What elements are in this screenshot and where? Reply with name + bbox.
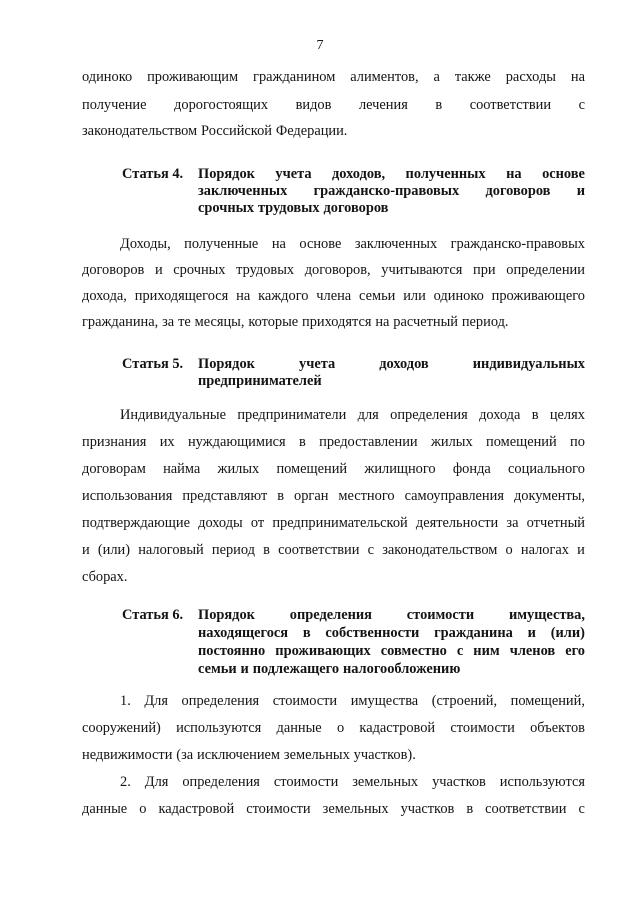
word: договоров,: [304, 262, 371, 278]
article-5-heading: [122, 357, 585, 391]
word: семьи: [198, 661, 237, 677]
article-label: Статья 6.: [122, 607, 184, 623]
word: за: [506, 515, 519, 531]
word: гражданско-правовых: [313, 183, 460, 199]
word: налогообложению: [342, 661, 461, 677]
word: и: [240, 661, 249, 677]
paragraph-intro: [82, 70, 585, 150]
word: его: [565, 643, 585, 659]
word: каждого: [258, 288, 309, 304]
word: трудовых: [236, 262, 295, 278]
word: и: [577, 542, 585, 558]
word: и: [82, 542, 90, 558]
word: на: [506, 166, 522, 182]
article-title-line: [198, 644, 585, 662]
word: заключенных: [198, 183, 288, 199]
word: определении: [506, 262, 585, 278]
word: заключенных: [354, 236, 438, 252]
word: местного: [338, 488, 395, 504]
article-4-heading: [122, 167, 585, 218]
word: используются: [176, 720, 262, 736]
word: Российской: [201, 123, 272, 139]
word: соответствии: [278, 542, 360, 558]
word: соответствии: [469, 97, 552, 113]
word: кадастровой: [359, 720, 436, 736]
text-line: [82, 237, 585, 263]
word: те: [178, 314, 191, 330]
word: члена: [316, 288, 352, 304]
word: самоуправления: [404, 488, 504, 504]
word: использования: [82, 488, 173, 504]
word: (или): [97, 542, 131, 558]
word: проживающих: [275, 643, 371, 659]
word: а: [433, 69, 440, 85]
word: признания: [82, 434, 147, 450]
word: недвижимости: [82, 747, 173, 763]
text-line: [82, 516, 585, 543]
word: период.: [461, 314, 509, 330]
article-6-body: [82, 694, 585, 829]
word: с: [578, 801, 585, 817]
word: доходов,: [332, 166, 386, 182]
word: фонда: [452, 461, 491, 477]
word: в: [466, 801, 474, 817]
word: также: [454, 69, 491, 85]
word: участков).: [353, 747, 416, 763]
word: документы,: [513, 488, 585, 504]
word: участков: [400, 801, 455, 817]
word: данные: [276, 720, 322, 736]
word: одиноко: [82, 69, 133, 85]
word: (за: [176, 747, 194, 763]
word: нуждающимися: [187, 434, 286, 450]
word: основе: [542, 166, 585, 182]
word: имущества,: [508, 607, 585, 623]
word: Доходы,: [120, 236, 171, 252]
word: доходы: [198, 515, 243, 531]
word: по: [570, 434, 585, 450]
word: на: [236, 288, 251, 304]
word: определения: [289, 607, 372, 623]
word: Для: [144, 774, 169, 790]
word: о: [336, 720, 345, 736]
word: стоимости: [406, 607, 475, 623]
word: их: [159, 434, 175, 450]
word: стоимости: [246, 801, 311, 817]
text-line: [82, 263, 585, 289]
word: учета: [275, 166, 312, 182]
word: соответствии: [485, 801, 567, 817]
word: лечения: [358, 97, 408, 113]
word: предоставлении: [319, 434, 418, 450]
word: и: [527, 625, 536, 641]
word: основе: [299, 236, 342, 252]
word: предпринимательской: [272, 515, 408, 531]
word: от: [250, 515, 265, 531]
word: деятельности: [415, 515, 499, 531]
word: предприниматели: [237, 407, 347, 423]
word: стоимости: [450, 720, 515, 736]
article-title-line: [198, 167, 585, 184]
word: в: [277, 488, 285, 504]
word: за: [162, 314, 175, 330]
word: на: [271, 236, 286, 252]
word: (строений,: [431, 693, 498, 709]
article-title-line: [198, 626, 585, 644]
word: ним: [473, 643, 500, 659]
text-line: [82, 802, 585, 829]
word: законодательством: [82, 123, 198, 139]
word: находящегося: [198, 625, 289, 641]
article-label: Статья 5.: [122, 356, 184, 372]
word: срочных: [173, 262, 226, 278]
word: в: [263, 542, 270, 558]
word: в: [302, 625, 311, 641]
word: найма: [163, 461, 201, 477]
text-line: [82, 775, 585, 802]
word: полученных: [405, 166, 486, 182]
word: орган: [294, 488, 329, 504]
word: алиментов,: [350, 69, 419, 85]
word: видов: [295, 97, 332, 113]
word: совместно: [380, 643, 447, 659]
word: стоимости: [273, 774, 339, 790]
word: учета: [299, 356, 336, 372]
word: налогах: [520, 542, 569, 558]
word: кадастровой: [158, 801, 235, 817]
word: на: [570, 69, 585, 85]
word: в: [299, 434, 306, 450]
word: социального: [508, 461, 585, 477]
word: сооружений): [82, 720, 161, 736]
word: которые: [248, 314, 299, 330]
word: данные: [82, 801, 128, 817]
word: и: [154, 262, 163, 278]
word: подтверждающие: [82, 515, 190, 531]
word: членов: [509, 643, 556, 659]
word: постоянно: [198, 643, 266, 659]
word: договорам: [82, 461, 146, 477]
word: (или): [550, 625, 585, 641]
word: доходов: [379, 356, 429, 372]
word: предпринимателей: [198, 373, 322, 389]
text-line: [82, 489, 585, 516]
word: определения: [182, 774, 260, 790]
word: полученные: [184, 236, 259, 252]
text-line: [82, 748, 585, 775]
word: индивидуальных: [472, 356, 585, 372]
word: приходящегося: [134, 288, 229, 304]
word: договоров: [323, 200, 389, 216]
article-title-line: [198, 201, 585, 218]
word: о: [505, 542, 513, 558]
word: срочных: [198, 200, 255, 216]
word: подлежащего: [252, 661, 340, 677]
page-number: 7: [316, 38, 324, 53]
word: учитываются: [381, 262, 463, 278]
word: о: [139, 801, 147, 817]
word: земельных: [352, 774, 419, 790]
word: законодательством: [382, 542, 498, 558]
word: определения: [181, 693, 260, 709]
article-5-body: [82, 408, 585, 597]
word: жилых: [217, 461, 260, 477]
word: договоров: [82, 262, 145, 278]
word: сборах.: [82, 569, 128, 585]
word: используются: [499, 774, 585, 790]
word: 2.: [120, 774, 131, 790]
word: и: [576, 183, 585, 199]
word: Порядок: [198, 607, 255, 623]
article-6-heading: [122, 608, 585, 680]
article-title-line: [198, 608, 585, 626]
word: Федерации.: [275, 123, 348, 139]
word: в: [435, 97, 443, 113]
text-line: [82, 124, 585, 150]
article-title-line: [198, 184, 585, 201]
word: помещений,: [510, 693, 585, 709]
word: для: [357, 407, 379, 423]
word: с: [456, 643, 464, 659]
word: отчетный: [526, 515, 585, 531]
word: Для: [144, 693, 168, 709]
word: или: [403, 288, 426, 304]
text-line: [82, 289, 585, 315]
article-title-line: [198, 357, 585, 374]
word: с: [578, 97, 585, 113]
word: земельных: [322, 801, 389, 817]
word: собственности: [325, 625, 420, 641]
article-title-line: [198, 374, 585, 391]
word: получение: [82, 97, 147, 113]
word: исключением: [197, 747, 281, 763]
article-4-body: [82, 237, 585, 341]
word: дорогостоящих: [174, 97, 269, 113]
word: дохода,: [82, 288, 127, 304]
text-line: [82, 543, 585, 570]
word: стоимости: [272, 693, 338, 709]
word: целях: [549, 407, 585, 423]
word: налоговый: [138, 542, 204, 558]
word: 1.: [120, 693, 131, 709]
article-label: Статья 4.: [122, 166, 184, 182]
word: объектов: [530, 720, 585, 736]
word: Порядок: [198, 166, 255, 182]
word: представляют: [182, 488, 268, 504]
word: имущества: [350, 693, 419, 709]
word: жилых: [430, 434, 473, 450]
word: в: [531, 407, 539, 423]
word: проживающего: [491, 288, 585, 304]
article-title-line: [198, 662, 585, 680]
word: гражданско-правовых: [450, 236, 585, 252]
text-line: [82, 462, 585, 489]
text-line: [82, 408, 585, 435]
text-line: [82, 70, 585, 98]
word: определения: [390, 407, 468, 423]
word: помещений: [486, 434, 557, 450]
word: трудовых: [257, 200, 320, 216]
word: гражданина,: [82, 314, 159, 330]
text-line: [82, 315, 585, 341]
text-line: [82, 570, 585, 597]
word: расчетный: [393, 314, 458, 330]
word: дохода: [479, 407, 521, 423]
text-line: [82, 98, 585, 124]
word: расходы: [505, 69, 556, 85]
word: жилищного: [364, 461, 436, 477]
text-line: [82, 435, 585, 462]
word: месяцы,: [194, 314, 245, 330]
word: гражданина: [434, 625, 513, 641]
word: договоров: [485, 183, 551, 199]
word: приходятся: [302, 314, 372, 330]
word: помещений: [276, 461, 348, 477]
word: с: [367, 542, 375, 558]
word: одиноко: [433, 288, 484, 304]
word: участков: [432, 774, 486, 790]
word: период: [211, 542, 255, 558]
word: гражданином: [253, 69, 336, 85]
word: семьи: [359, 288, 396, 304]
word: Индивидуальные: [120, 407, 226, 423]
word: Порядок: [198, 356, 255, 372]
text-line: [82, 694, 585, 721]
word: при: [473, 262, 496, 278]
word: на: [375, 314, 390, 330]
word: земельных: [283, 747, 350, 763]
word: проживающим: [147, 69, 239, 85]
text-line: [82, 721, 585, 748]
